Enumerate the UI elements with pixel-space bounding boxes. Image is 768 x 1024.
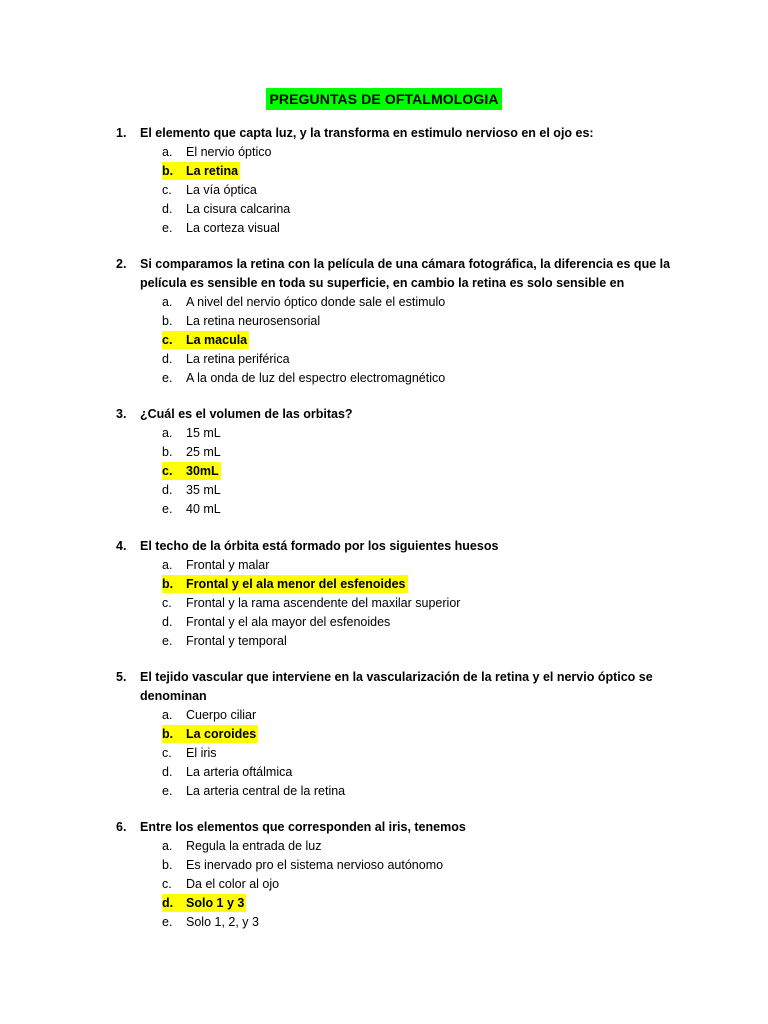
option-content bbox=[162, 894, 246, 912]
option-content bbox=[162, 782, 347, 800]
answer-option bbox=[162, 293, 447, 312]
option-content bbox=[162, 424, 223, 442]
option-letter: c. bbox=[162, 464, 173, 478]
option-letter: c. bbox=[162, 746, 172, 760]
answer-option-correct bbox=[162, 331, 249, 350]
option-letter: a. bbox=[162, 839, 173, 853]
question-text: ¿Cuál es el volumen de las orbitas? bbox=[140, 407, 353, 421]
answer-option bbox=[162, 856, 445, 875]
option-letter: d. bbox=[162, 202, 173, 216]
option-text: 35 mL bbox=[186, 483, 221, 497]
question-number: 3. bbox=[116, 407, 127, 421]
option-content bbox=[162, 500, 223, 518]
option-text: 30mL bbox=[186, 464, 219, 478]
question-number: 1. bbox=[116, 126, 127, 140]
option-letter: b. bbox=[162, 314, 173, 328]
option-text: La arteria oftálmica bbox=[186, 765, 293, 779]
option-content bbox=[162, 725, 258, 743]
option-letter: c. bbox=[162, 596, 172, 610]
question-number: 2. bbox=[116, 257, 127, 271]
answer-option bbox=[162, 181, 259, 200]
option-text: La vía óptica bbox=[186, 183, 257, 197]
option-letter: e. bbox=[162, 634, 173, 648]
answer-option bbox=[162, 219, 282, 238]
question-number: 5. bbox=[116, 670, 127, 684]
option-content bbox=[162, 312, 322, 330]
option-letter: e. bbox=[162, 915, 173, 929]
option-text: A nivel del nervio óptico donde sale el estimulo bbox=[186, 295, 446, 309]
option-content bbox=[162, 200, 292, 218]
option-text: Cuerpo ciliar bbox=[186, 708, 257, 722]
question-text: Si comparamos la retina con la película de una cámara fotográfica, la diferencia es que la película es sensible en toda su superficie, en cambio la retina es solo sensible en bbox=[140, 257, 671, 290]
option-text: La cisura calcarina bbox=[186, 202, 291, 216]
option-letter: e. bbox=[162, 784, 173, 798]
option-content bbox=[162, 632, 289, 650]
option-text: El iris bbox=[186, 746, 217, 760]
question-text: El tejido vascular que interviene en la vascularización de la retina y el nervio óptico se denominan bbox=[140, 670, 653, 703]
option-letter: b. bbox=[162, 164, 174, 178]
option-content bbox=[162, 462, 221, 480]
option-content bbox=[162, 331, 249, 349]
option-text: Solo 1 y 3 bbox=[186, 896, 245, 910]
option-letter: e. bbox=[162, 221, 173, 235]
option-text: Frontal y malar bbox=[186, 558, 270, 572]
option-text: La macula bbox=[186, 333, 248, 347]
option-letter: b. bbox=[162, 858, 173, 872]
answer-option bbox=[162, 875, 281, 894]
option-content bbox=[162, 594, 462, 612]
option-letter: c. bbox=[162, 877, 172, 891]
option-content bbox=[162, 219, 282, 237]
option-text: La coroides bbox=[186, 727, 257, 741]
answer-option bbox=[162, 744, 219, 763]
option-content bbox=[162, 913, 261, 931]
option-text: Frontal y el ala mayor del esfenoides bbox=[186, 615, 391, 629]
question-text: El techo de la órbita está formado por los siguientes huesos bbox=[140, 539, 499, 553]
option-text: 15 mL bbox=[186, 426, 221, 440]
option-content bbox=[162, 613, 392, 631]
option-letter: b. bbox=[162, 727, 174, 741]
option-letter: d. bbox=[162, 765, 173, 779]
option-content bbox=[162, 744, 219, 762]
answer-option bbox=[162, 913, 261, 932]
option-content bbox=[162, 143, 273, 161]
answer-option bbox=[162, 594, 462, 613]
option-text: La corteza visual bbox=[186, 221, 280, 235]
answer-option bbox=[162, 613, 392, 632]
question-text: El elemento que capta luz, y la transforma en estimulo nervioso en el ojo es: bbox=[140, 126, 594, 140]
answer-option bbox=[162, 424, 223, 443]
option-content bbox=[162, 181, 259, 199]
option-text: Da el color al ojo bbox=[186, 877, 280, 891]
option-letter: e. bbox=[162, 371, 173, 385]
option-text: 40 mL bbox=[186, 502, 221, 516]
answer-option bbox=[162, 143, 273, 162]
option-letter: d. bbox=[162, 483, 173, 497]
option-content bbox=[162, 481, 223, 499]
option-letter: a. bbox=[162, 145, 173, 159]
option-text: La retina neurosensorial bbox=[186, 314, 321, 328]
question-text: Entre los elementos que corresponden al iris, tenemos bbox=[140, 820, 466, 834]
option-content bbox=[162, 763, 294, 781]
answer-option bbox=[162, 350, 292, 369]
answer-option bbox=[162, 481, 223, 500]
answer-option-correct bbox=[162, 894, 246, 913]
option-content bbox=[162, 856, 445, 874]
option-letter: a. bbox=[162, 708, 173, 722]
option-content bbox=[162, 556, 271, 574]
answer-option bbox=[162, 706, 258, 725]
answer-option bbox=[162, 200, 292, 219]
option-content bbox=[162, 443, 223, 461]
option-content bbox=[162, 837, 324, 855]
option-letter: a. bbox=[162, 295, 173, 309]
answer-option bbox=[162, 837, 324, 856]
option-text: A la onda de luz del espectro electromagnético bbox=[186, 371, 446, 385]
answer-option bbox=[162, 500, 223, 519]
answer-option bbox=[162, 632, 289, 651]
option-text: Frontal y el ala menor del esfenoides bbox=[186, 577, 406, 591]
option-content bbox=[162, 162, 240, 180]
title-container bbox=[0, 88, 768, 110]
answer-option bbox=[162, 312, 322, 331]
option-letter: e. bbox=[162, 502, 173, 516]
document-title: PREGUNTAS DE OFTALMOLOGIA bbox=[266, 88, 501, 110]
option-content bbox=[162, 575, 408, 593]
question-number: 4. bbox=[116, 539, 127, 553]
answer-option bbox=[162, 443, 223, 462]
option-letter: d. bbox=[162, 352, 173, 366]
answer-option bbox=[162, 782, 347, 801]
option-content bbox=[162, 369, 447, 387]
option-text: La retina periférica bbox=[186, 352, 290, 366]
option-content bbox=[162, 706, 258, 724]
option-letter: b. bbox=[162, 445, 173, 459]
option-text: Es inervado pro el sistema nervioso autónomo bbox=[186, 858, 444, 872]
option-content bbox=[162, 875, 281, 893]
option-text: Regula la entrada de luz bbox=[186, 839, 322, 853]
answer-option-correct bbox=[162, 162, 240, 181]
option-text: La arteria central de la retina bbox=[186, 784, 346, 798]
answer-option bbox=[162, 763, 294, 782]
option-text: Solo 1, 2, y 3 bbox=[186, 915, 259, 929]
option-letter: d. bbox=[162, 615, 173, 629]
answer-option-correct bbox=[162, 462, 221, 481]
option-letter: a. bbox=[162, 426, 173, 440]
answer-option bbox=[162, 556, 271, 575]
option-letter: c. bbox=[162, 333, 173, 347]
option-letter: c. bbox=[162, 183, 172, 197]
answer-option-correct bbox=[162, 575, 408, 594]
option-content bbox=[162, 350, 292, 368]
option-text: La retina bbox=[186, 164, 239, 178]
option-content bbox=[162, 293, 447, 311]
option-letter: b. bbox=[162, 577, 174, 591]
option-letter: d. bbox=[162, 896, 174, 910]
option-text: Frontal y la rama ascendente del maxilar superior bbox=[186, 596, 461, 610]
question-number: 6. bbox=[116, 820, 127, 834]
option-letter: a. bbox=[162, 558, 173, 572]
option-text: 25 mL bbox=[186, 445, 221, 459]
option-text: Frontal y temporal bbox=[186, 634, 287, 648]
answer-option-correct bbox=[162, 725, 258, 744]
option-text: El nervio óptico bbox=[186, 145, 272, 159]
answer-option bbox=[162, 369, 447, 388]
